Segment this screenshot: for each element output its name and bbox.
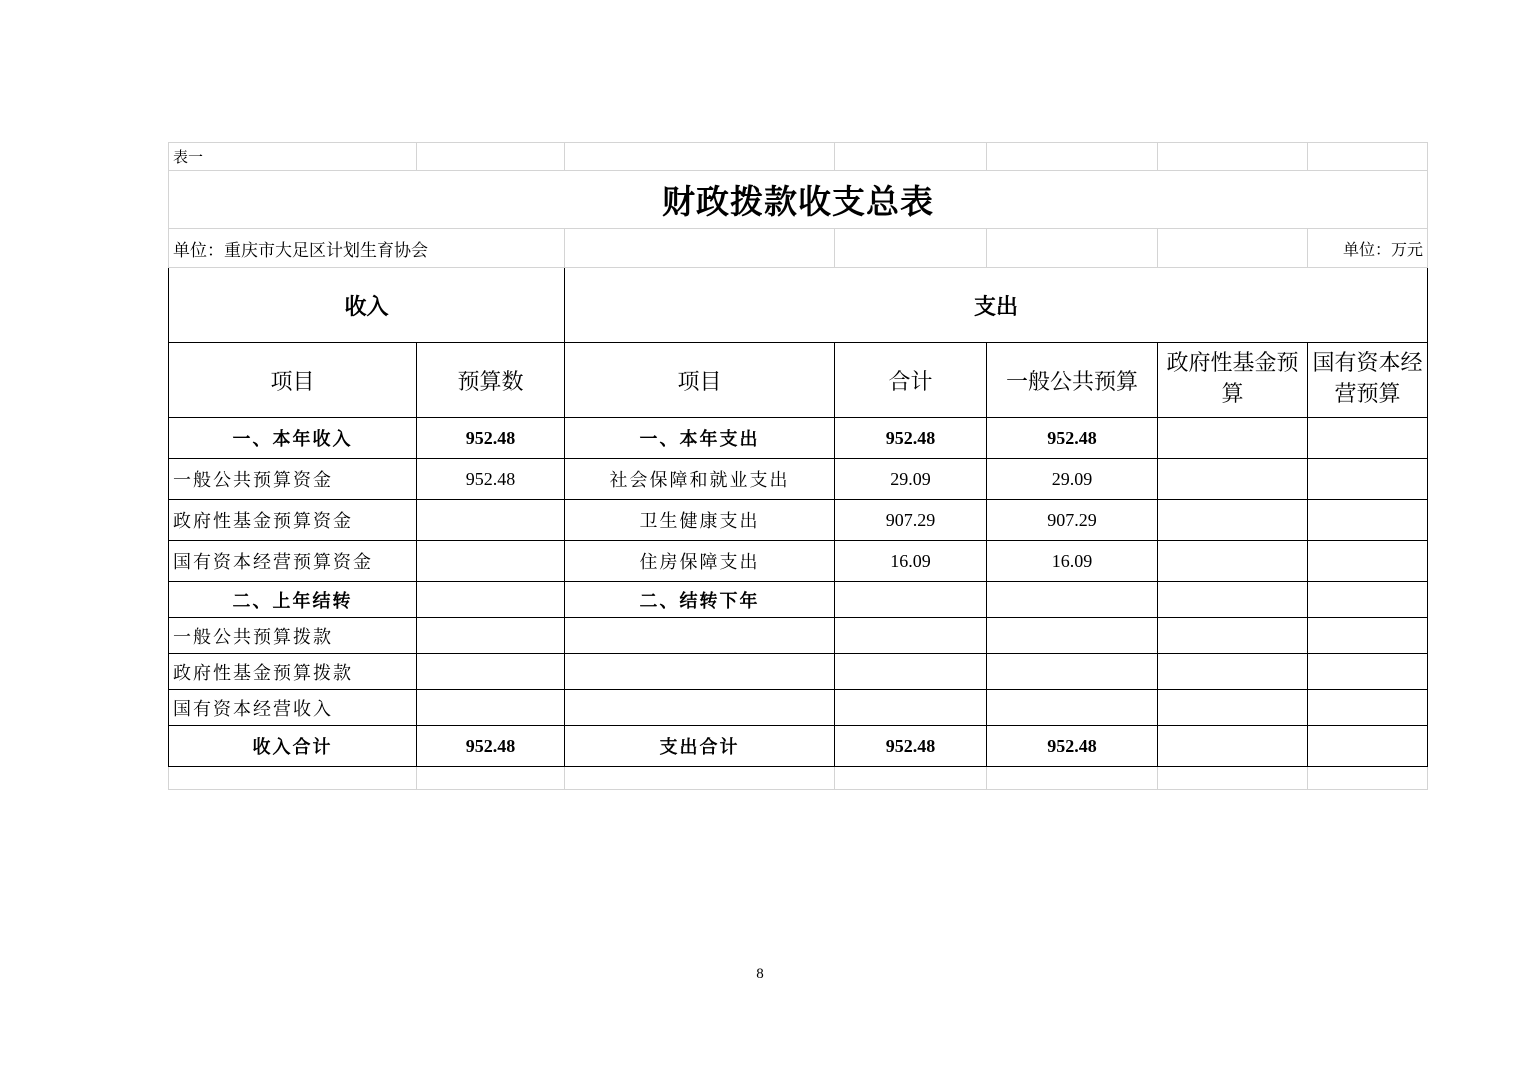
expense-total-value: 952.48 [835,726,987,767]
expense-item [565,618,835,654]
state-capital-value [1308,418,1428,459]
state-capital-value [1308,690,1428,726]
state-capital-value [1308,459,1428,500]
table-row [169,459,1428,500]
general-budget-total: 952.48 [987,726,1158,767]
income-budget [417,618,565,654]
general-budget-header: 一般公共预算 [987,343,1158,418]
total-value [835,618,987,654]
state-capital-total [1308,726,1428,767]
income-budget [417,690,565,726]
general-budget-value [987,618,1158,654]
total-value: 907.29 [835,500,987,541]
income-header: 收入 [169,268,565,343]
gov-fund-value [1158,690,1308,726]
income-item: 一般公共预算拨款 [169,618,417,654]
general-budget-value [987,582,1158,618]
expense-header: 支出 [565,268,1428,343]
income-item-header: 项目 [169,343,417,418]
table-row [169,690,1428,726]
gov-fund-budget-header: 政府性基金预算 [1158,343,1308,418]
income-item: 一般公共预算资金 [169,459,417,500]
fiscal-appropriation-table [168,142,1428,790]
table-row [169,582,1428,618]
general-budget-value [987,690,1158,726]
expense-item [565,690,835,726]
state-capital-value [1308,618,1428,654]
income-budget [417,541,565,582]
state-capital-value [1308,654,1428,690]
general-budget-value: 16.09 [987,541,1158,582]
income-budget [417,654,565,690]
gov-fund-value [1158,459,1308,500]
table-row [169,541,1428,582]
table-row [169,418,1428,459]
gov-fund-value [1158,582,1308,618]
gov-fund-value [1158,500,1308,541]
income-budget [417,582,565,618]
expense-total-label: 支出合计 [565,726,835,767]
table-caption: 表一 [169,143,417,171]
general-budget-value: 952.48 [987,418,1158,459]
unit-organization: 单位：重庆市大足区计划生育协会 [169,229,565,268]
general-budget-value: 907.29 [987,500,1158,541]
table-row [169,500,1428,541]
income-budget: 952.48 [417,459,565,500]
expense-item: 社会保障和就业支出 [565,459,835,500]
general-budget-value [987,654,1158,690]
expense-item: 一、本年支出 [565,418,835,459]
expense-item: 住房保障支出 [565,541,835,582]
table-title: 财政拨款收支总表 [169,171,1428,229]
unit-currency: 单位：万元 [1308,229,1428,268]
total-value [835,690,987,726]
total-value [835,654,987,690]
total-value: 952.48 [835,418,987,459]
expense-item: 二、结转下年 [565,582,835,618]
income-item: 国有资本经营预算资金 [169,541,417,582]
state-capital-value [1308,582,1428,618]
gov-fund-value [1158,654,1308,690]
totals-row [169,726,1428,767]
expense-item: 卫生健康支出 [565,500,835,541]
expense-item-header: 项目 [565,343,835,418]
gov-fund-value [1158,618,1308,654]
gov-fund-value [1158,418,1308,459]
income-item: 一、本年收入 [169,418,417,459]
income-budget [417,500,565,541]
general-budget-value: 29.09 [987,459,1158,500]
table-row [169,654,1428,690]
table-row [169,618,1428,654]
income-total-value: 952.48 [417,726,565,767]
total-value [835,582,987,618]
total-header: 合计 [835,343,987,418]
income-item: 政府性基金预算资金 [169,500,417,541]
page-number: 8 [756,966,764,982]
total-value: 16.09 [835,541,987,582]
total-value: 29.09 [835,459,987,500]
expense-item [565,654,835,690]
income-total-label: 收入合计 [169,726,417,767]
state-capital-budget-header: 国有资本经营预算 [1308,343,1428,418]
income-item: 国有资本经营收入 [169,690,417,726]
income-item: 二、上年结转 [169,582,417,618]
state-capital-value [1308,541,1428,582]
income-budget-header: 预算数 [417,343,565,418]
gov-fund-value [1158,541,1308,582]
state-capital-value [1308,500,1428,541]
income-budget: 952.48 [417,418,565,459]
income-item: 政府性基金预算拨款 [169,654,417,690]
gov-fund-total [1158,726,1308,767]
